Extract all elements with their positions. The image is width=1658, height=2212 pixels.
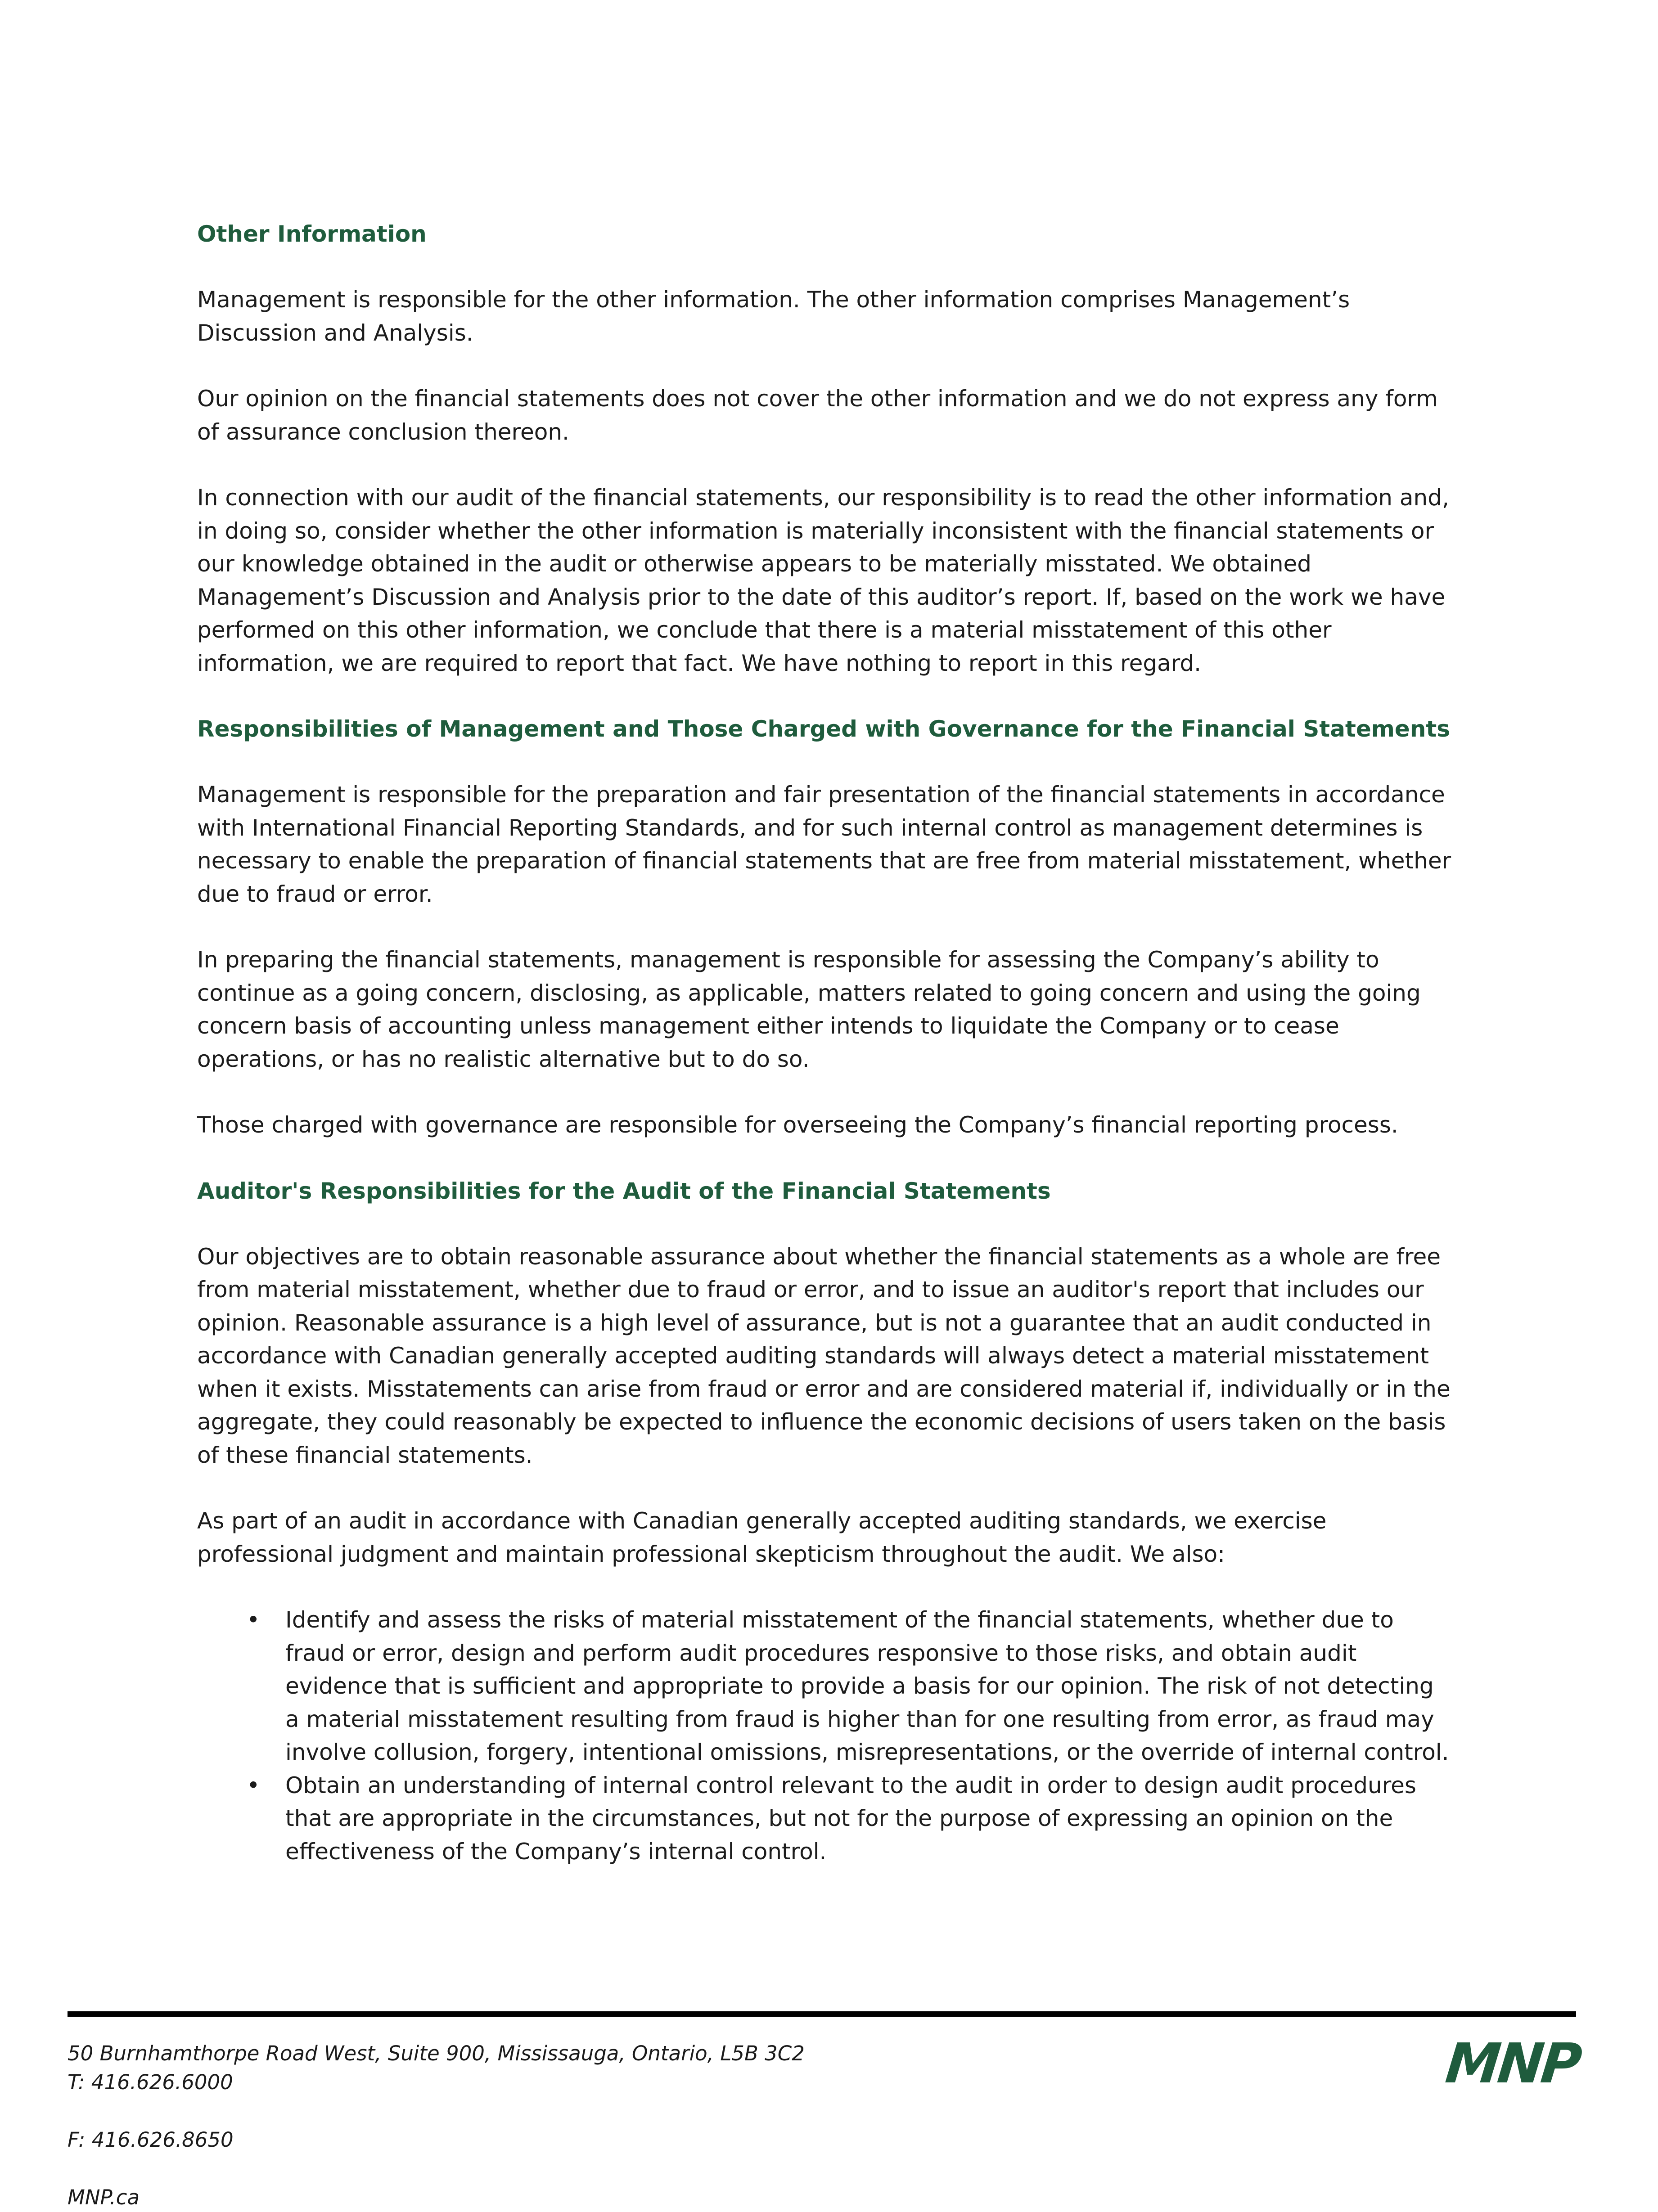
footer-contact-line xyxy=(68,2068,805,2212)
footer-address-block xyxy=(68,2039,805,2212)
list-item-text: Obtain an understanding of internal control relevant to the audit in order to design audit procedures that are appropriate in the circumstances, but not for the purpose of expressing an opinion on the effectiveness of the Company’s internal control. xyxy=(285,1772,1416,1865)
bullet-icon: • xyxy=(247,1607,260,1633)
footer-website[interactable]: MNP.ca xyxy=(68,2185,140,2209)
section-heading: Responsibilities of Management and Those Charged with Governance for the Financial Statements xyxy=(197,716,1451,742)
section-management-responsibilities xyxy=(197,713,1453,1142)
paragraph: Management is responsible for the preparation and fair presentation of the financial statements in accordance with International Financial Reporting Standards, and for such internal control as management determines is necessary to enable the preparation of financial statements that are free from material misstatement, whether due to fraud or error. xyxy=(197,782,1451,907)
paragraph: Those charged with governance are responsible for overseeing the Company’s financial reporting process. xyxy=(197,1112,1398,1138)
footer-address: 50 Burnhamthorpe Road West, Suite 900, Mississauga, Ontario, L5B 3C2 xyxy=(68,2041,805,2065)
section-other-information xyxy=(197,218,1453,680)
footer-divider xyxy=(68,2011,1576,2017)
section-auditor-responsibilities xyxy=(197,1175,1453,1869)
bullet-icon: • xyxy=(247,1772,260,1798)
paragraph: As part of an audit in accordance with Canadian generally accepted auditing standards, we exercise professional judgment and maintain professional skepticism throughout the audit. We also: xyxy=(197,1508,1327,1567)
bullet-list xyxy=(197,1604,1453,1868)
list-item-text: Identify and assess the risks of material misstatement of the financial statements, whether due to fraud or error, design and perform audit procedures responsive to those risks, and obtain audit evidence that is sufficient and appropriate to provide a basis for our opinion. The risk of not detecting a material misstatement resulting from fraud is higher than for one resulting from error, as fraud may involve collusion, forgery, intentional omissions, misrepresentations, or the override of internal control. xyxy=(285,1607,1449,1765)
footer-phone: T: 416.626.6000 xyxy=(68,2070,233,2094)
paragraph: Our opinion on the financial statements does not cover the other information and we do not express any form of assurance conclusion thereon. xyxy=(197,386,1438,445)
list-item xyxy=(197,1604,1453,1769)
list-item xyxy=(197,1769,1453,1869)
footer-fax: F: 416.626.8650 xyxy=(68,2128,234,2152)
section-heading: Other Information xyxy=(197,221,427,247)
report-body xyxy=(197,218,1453,1868)
mnp-logo: MNP xyxy=(1442,2032,1582,2095)
paragraph: In connection with our audit of the financial statements, our responsibility is to read the other information and, in doing so, consider whether the other information is materially inconsistent with the financial statements or our knowledge obtained in the audit or otherwise appears to be materially misstated. We obtained Management’s Discussion and Analysis prior to the date of this auditor’s report. If, based on the work we have performed on this other information, we conclude that there is a material misstatement of this other information, we are required to report that fact. We have nothing to report in this regard. xyxy=(197,485,1449,676)
paragraph: In preparing the financial statements, management is responsible for assessing the Company’s ability to continue as a going concern, disclosing, as applicable, matters related to going concern and using the going concern basis of accounting unless management either intends to liquidate the Company or to cease operations, or has no realistic alternative but to do so. xyxy=(197,947,1421,1072)
paragraph: Management is responsible for the other information. The other information comprises Management’s Discussion and Analysis. xyxy=(197,287,1350,346)
section-heading: Auditor's Responsibilities for the Audit of the Financial Statements xyxy=(197,1178,1051,1204)
paragraph: Our objectives are to obtain reasonable assurance about whether the financial statements as a whole are free from material misstatement, whether due to fraud or error, and to issue an auditor's report that includes our opinion. Reasonable assurance is a high level of assurance, but is not a guarantee that an audit conducted in accordance with Canadian generally accepted auditing standards will always detect a material misstatement when it exists. Misstatements can arise from fraud or error and are considered material if, individually or in the aggregate, they could reasonably be expected to influence the economic decisions of users taken on the basis of these financial statements. xyxy=(197,1243,1451,1468)
